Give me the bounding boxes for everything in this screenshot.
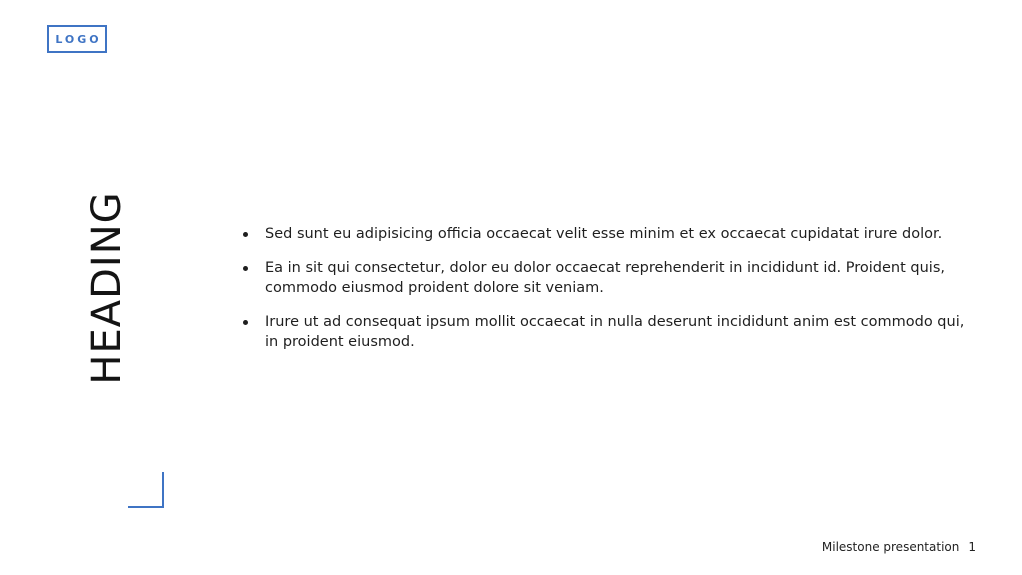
page-number: 1 xyxy=(968,540,976,554)
bullet-text: Irure ut ad consequat ipsum mollit occaecat in nulla deserunt incididunt anim est commodo qui, in proident eiusmod. xyxy=(265,314,965,350)
bullet-item xyxy=(243,224,973,244)
presentation-title: Milestone presentation xyxy=(821,540,960,554)
bullet-list xyxy=(243,224,973,366)
bullet-item xyxy=(243,258,973,298)
logo: LOGO xyxy=(47,25,107,53)
bullet-text: Sed sunt eu adipisicing officia occaecat velit esse minim et ex occaecat cupidatat irure dolor. xyxy=(265,226,943,242)
bullet-item xyxy=(243,312,973,352)
slide-heading: HEADING xyxy=(84,191,130,385)
footer xyxy=(822,540,976,554)
bullet-dot-icon xyxy=(243,320,248,325)
bullet-dot-icon xyxy=(243,232,248,237)
corner-accent xyxy=(128,472,164,508)
bullet-text: Ea in sit qui consectetur, dolor eu dolor occaecat reprehenderit in incididunt id. Proident quis, commodo eiusmod proident dolore sit veniam. xyxy=(265,260,945,296)
bullet-dot-icon xyxy=(243,266,248,271)
